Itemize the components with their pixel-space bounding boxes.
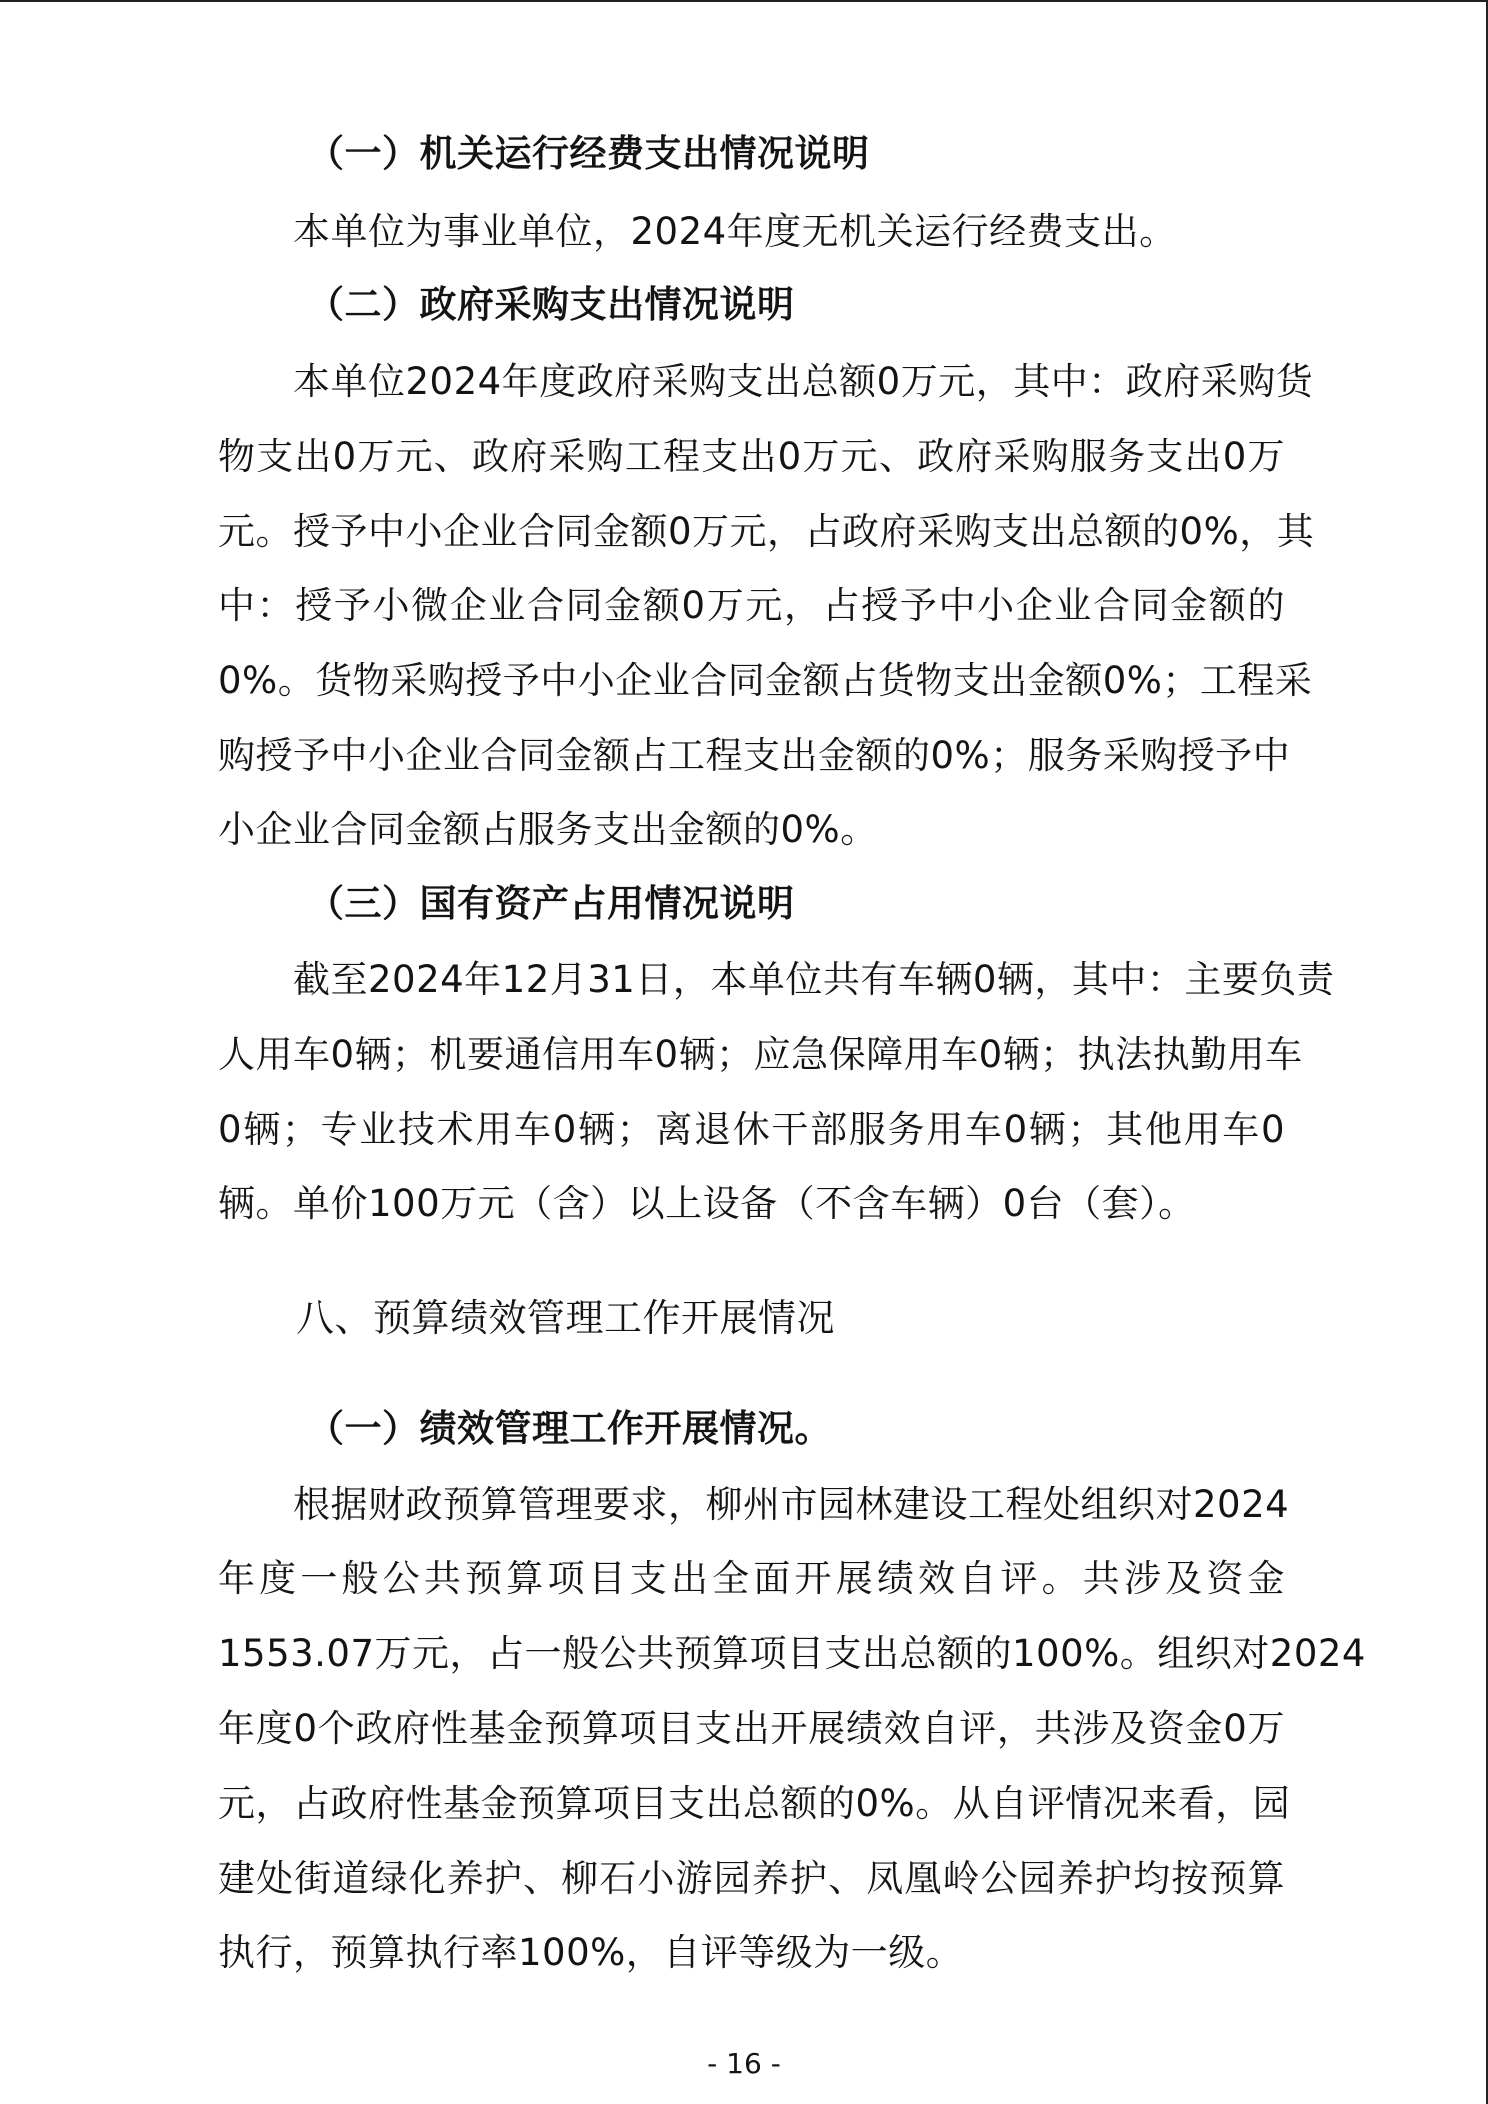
subheading-performance-management: （一）绩效管理工作开展情况。	[307, 1407, 832, 1450]
paragraph-procurement-line: 物支出0万元、政府采购工程支出0万元、政府采购服务支出0万	[218, 435, 1285, 478]
paragraph-performance-line: 年度一般公共预算项目支出全面开展绩效自评。共涉及资金	[218, 1557, 1285, 1600]
page-number: - 16 -	[707, 2047, 781, 2080]
paragraph-performance-line: 执行，预算执行率100%，自评等级为一级。	[218, 1931, 964, 1974]
paragraph-state-assets-line: 人用车0辆；机要通信用车0辆；应急保障用车0辆；执法执勤用车	[218, 1033, 1303, 1076]
paragraph-state-assets-line: 截至2024年12月31日，本单位共有车辆0辆，其中：主要负责	[293, 958, 1335, 1001]
subheading-procurement: （二）政府采购支出情况说明	[307, 283, 795, 326]
paragraph-procurement-line: 本单位2024年度政府采购支出总额0万元，其中：政府采购货	[293, 360, 1314, 403]
paragraph-performance-line: 元，占政府性基金预算项目支出总额的0%。从自评情况来看，园	[218, 1782, 1291, 1825]
paragraph-state-assets-line: 0辆；专业技术用车0辆；离退休干部服务用车0辆；其他用车0	[218, 1108, 1285, 1151]
paragraph-performance-line: 年度0个政府性基金预算项目支出开展绩效自评，共涉及资金0万	[218, 1707, 1285, 1750]
paragraph-procurement-line: 元。授予中小企业合同金额0万元，占政府采购支出总额的0%，其	[218, 510, 1315, 553]
paragraph-procurement-line: 购授予中小企业合同金额占工程支出金额的0%；服务采购授予中	[218, 734, 1291, 777]
paragraph-procurement-line: 0%。货物采购授予中小企业合同金额占货物支出金额0%；工程采	[218, 659, 1313, 702]
paragraph-performance-line: 根据财政预算管理要求，柳州市园林建设工程处组织对2024	[293, 1483, 1290, 1526]
section-heading-performance: 八、预算绩效管理工作开展情况	[296, 1296, 836, 1340]
paragraph-performance-line: 1553.07万元，占一般公共预算项目支出总额的100%。组织对2024	[218, 1632, 1366, 1675]
paragraph-performance-line: 建处街道绿化养护、柳石小游园养护、凤凰岭公园养护均按预算	[218, 1857, 1285, 1900]
subheading-admin-expenses: （一）机关运行经费支出情况说明	[307, 132, 870, 175]
subheading-state-assets: （三）国有资产占用情况说明	[307, 882, 795, 925]
paragraph-procurement-line: 中：授予小微企业合同金额0万元，占授予中小企业合同金额的	[218, 584, 1285, 627]
paragraph-procurement-line: 小企业合同金额占服务支出金额的0%。	[218, 808, 878, 851]
paragraph-admin-expenses-line: 本单位为事业单位，2024年度无机关运行经费支出。	[293, 210, 1177, 253]
paragraph-state-assets-line: 辆。单价100万元（含）以上设备（不含车辆）0台（套）。	[218, 1182, 1196, 1225]
